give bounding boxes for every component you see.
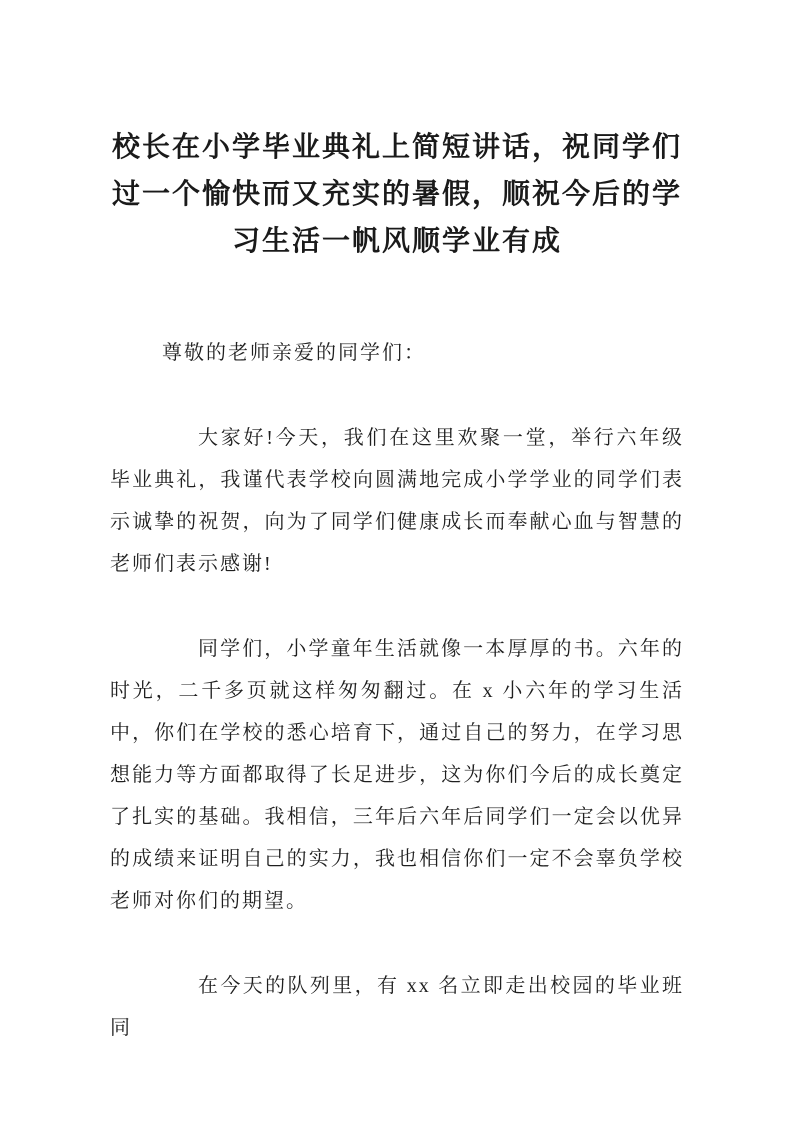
document-title: 校长在小学毕业典礼上简短讲话，祝同学们过一个愉快而又充实的暑假，顺祝今后的学习生活一帆风顺学业有成 xyxy=(111,132,682,257)
document-body xyxy=(110,332,684,1049)
paragraph-greeting: 尊敬的老师亲爱的同学们： xyxy=(162,342,426,364)
paragraph: 大家好!今天，我们在这里欢聚一堂，举行六年级毕业典礼，我谨代表学校向圆满地完成小学学业的同学们表示诚挚的祝贺，向为了同学们健康成长而奉献心血与智慧的老师们表示感谢! xyxy=(110,427,684,575)
paragraph: 在今天的队列里，有 xx 名立即走出校园的毕业班同 xyxy=(110,975,684,1039)
paragraph: 同学们，小学童年生活就像一本厚厚的书。六年的时光，二千多页就这样匆匆翻过。在 x 小六年的学习生活中，你们在学校的悉心培育下，通过自己的努力，在学习思想能力等方面都取得了长足进步，这为你们今后的成长奠定了扎实的基础。我相信，三年后六年后同学们一定会以优异的成绩来证明自己的实力，我也相信你们一定不会辜负学校老师对你们的期望。 xyxy=(110,638,684,912)
